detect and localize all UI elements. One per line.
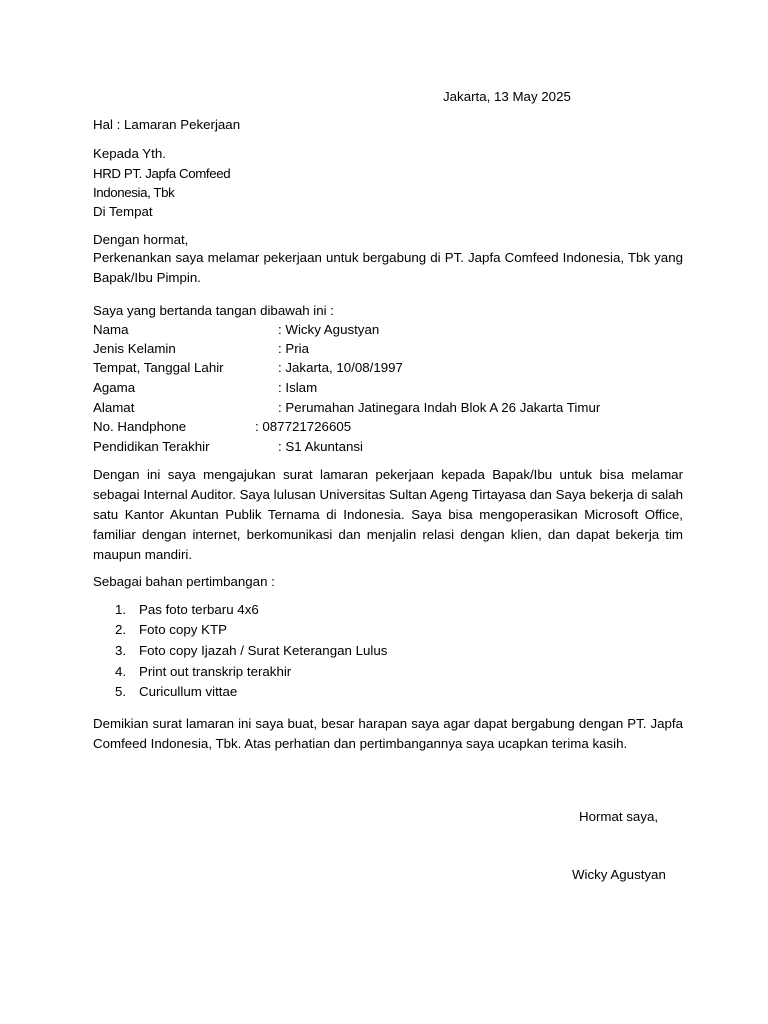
- field-label: Agama: [93, 380, 136, 395]
- list-number: 5.: [115, 684, 127, 699]
- list-text: Curicullum vittae: [139, 684, 238, 699]
- recipient-line: Kepada Yth.: [93, 146, 166, 161]
- field-label: Pendidikan Terakhir: [93, 439, 210, 454]
- list-text: Pas foto terbaru 4x6: [139, 602, 259, 617]
- body-paragraph: Dengan ini saya mengajukan surat lamaran pekerjaan kepada Bapak/Ibu untuk bisa melamar sebagai Internal Auditor. Saya lulusan Universitas Sultan Ageng Tirtayasa dan Saya bekerja di salah satu Kantor Akuntan Publik Ternama di Indonesia. Saya bisa mengoperasikan Microsoft Office, familiar dengan internet, berkomunikasi dan menjalin relasi dengan klien, dan dapat bekerja tim maupun mandiri.: [93, 467, 683, 562]
- recipient-line: HRD PT. Japfa Comfeed: [93, 166, 231, 181]
- recipient-line: Di Tempat: [93, 204, 153, 219]
- greeting: Dengan hormat,: [93, 232, 189, 247]
- field-label: Alamat: [93, 400, 135, 415]
- field-value: : Islam: [278, 380, 318, 395]
- attachments-intro: Sebagai bahan pertimbangan :: [93, 574, 275, 589]
- field-value: : 087721726605: [255, 419, 352, 434]
- sign-off: Hormat saya,: [579, 809, 659, 824]
- field-label: Jenis Kelamin: [93, 341, 176, 356]
- intro-paragraph: Perkenankan saya melamar pekerjaan untuk bergabung di PT. Japfa Comfeed Indonesia, Tbk yang Bapak/Ibu Pimpin.: [93, 250, 683, 285]
- list-text: Print out transkrip terakhir: [139, 664, 292, 679]
- field-value: : Wicky Agustyan: [278, 322, 380, 337]
- list-number: 4.: [115, 664, 127, 679]
- place-date: Jakarta, 13 May 2025: [443, 89, 571, 104]
- field-value: : Pria: [278, 341, 310, 356]
- field-label: Nama: [93, 322, 129, 337]
- field-label: No. Handphone: [93, 419, 187, 434]
- field-value: : S1 Akuntansi: [278, 439, 364, 454]
- recipient-line: Indonesia, Tbk: [93, 185, 175, 200]
- signature-name: Wicky Agustyan: [572, 867, 666, 882]
- list-number: 1.: [115, 602, 127, 617]
- list-text: Foto copy KTP: [139, 622, 227, 637]
- list-number: 3.: [115, 643, 127, 658]
- declaration-line: Saya yang bertanda tangan dibawah ini :: [93, 303, 334, 318]
- list-number: 2.: [115, 622, 127, 637]
- field-value: : Jakarta, 10/08/1997: [278, 360, 403, 375]
- field-value: : Perumahan Jatinegara Indah Blok A 26 Jakarta Timur: [278, 400, 601, 415]
- field-label: Tempat, Tanggal Lahir: [93, 360, 224, 375]
- subject-line: Hal : Lamaran Pekerjaan: [93, 117, 241, 132]
- list-text: Foto copy Ijazah / Surat Keterangan Lulus: [139, 643, 388, 658]
- closing-paragraph: Demikian surat lamaran ini saya buat, besar harapan saya agar dapat bergabung dengan PT. Japfa Comfeed Indonesia, Tbk. Atas perhatian dan pertimbangannya saya ucapkan terima kasih.: [93, 716, 683, 751]
